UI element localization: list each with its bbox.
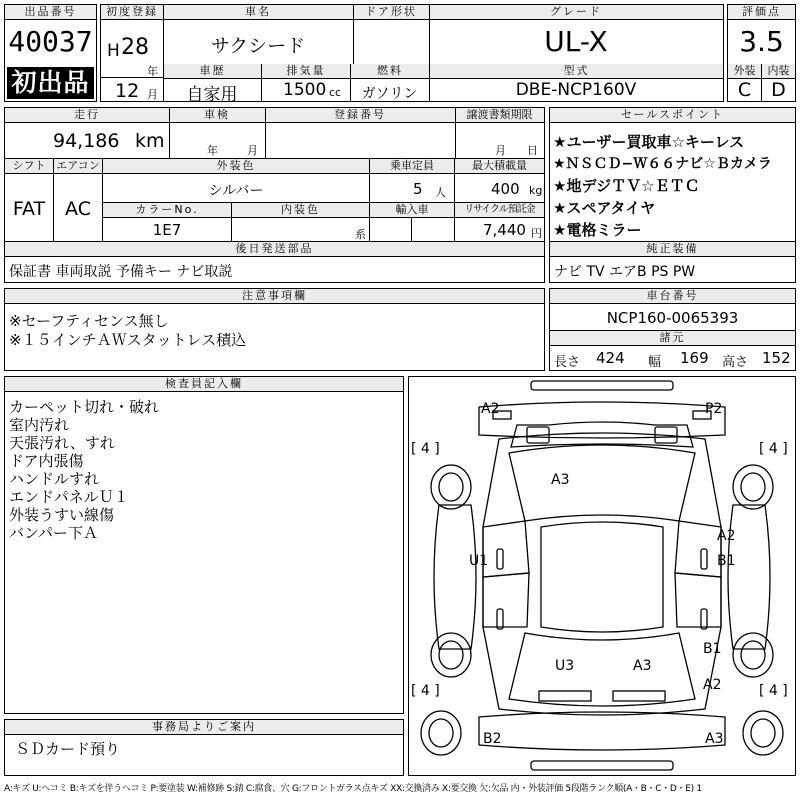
equipment-value: ナビ TV エアB PS PW bbox=[554, 264, 696, 280]
color-no-label: カラーNo. bbox=[103, 203, 231, 218]
door-label: ドア形状 bbox=[353, 5, 429, 20]
interior-color-suffix: 系 bbox=[355, 228, 366, 241]
selling-points-box bbox=[549, 107, 796, 283]
damage-right-quarter: A2 bbox=[703, 677, 722, 693]
caution-2: ※１５インチＡＷスタットレス積込 bbox=[9, 331, 247, 349]
lot-number: 40037 bbox=[8, 25, 93, 58]
dims-label: 諸元 bbox=[550, 331, 795, 346]
recycle-unit: 円 bbox=[531, 227, 542, 240]
damage-front-right: P2 bbox=[705, 401, 723, 417]
damage-rear-right: A3 bbox=[705, 731, 724, 747]
grade-value: UL-X bbox=[544, 25, 608, 58]
damage-right-front: A2 bbox=[717, 528, 736, 544]
height-value: 152 bbox=[762, 349, 791, 367]
reg-month-unit: 月 bbox=[147, 88, 158, 101]
chassis-label: 車台番号 bbox=[550, 289, 795, 304]
shift-value: FAT bbox=[12, 198, 46, 220]
load-value: 400 bbox=[491, 180, 520, 198]
interior-color-label: 内装色 bbox=[232, 203, 369, 218]
type-label: 型式 bbox=[430, 64, 723, 79]
transfer-month-unit: 月 bbox=[495, 144, 506, 157]
inspector-item-8: バンパー下Ａ bbox=[9, 524, 98, 542]
recycle-label: リサイクル預託金 bbox=[455, 203, 544, 218]
interior-label: 内装 bbox=[762, 64, 795, 79]
grade-label: グレード bbox=[429, 5, 723, 20]
model-name: サクシード bbox=[210, 35, 306, 57]
inspection-year-unit: 年 bbox=[207, 144, 218, 157]
selling-point-5: ★電格ミラー bbox=[553, 221, 642, 239]
capacity-unit: 人 bbox=[435, 186, 446, 199]
tire-rear-right: [ 4 ] bbox=[759, 683, 788, 699]
lot-box bbox=[4, 4, 97, 102]
color-no-value: 1E7 bbox=[152, 221, 182, 239]
model-label: 車名 bbox=[163, 5, 353, 20]
type-value: DBE-NCP160V bbox=[515, 80, 637, 100]
damage-left-door: U1 bbox=[469, 553, 489, 569]
history-label: 車歴 bbox=[164, 64, 261, 79]
recycle-value: 7,440 bbox=[483, 221, 526, 239]
office-label: 事務局よりご案内 bbox=[5, 720, 403, 735]
equipment-label: 純正装備 bbox=[550, 242, 795, 257]
reg-month: 12 bbox=[115, 80, 140, 102]
office-box bbox=[4, 719, 404, 776]
office-value: ＳＤカード預り bbox=[15, 740, 121, 758]
damage-right-door: B1 bbox=[717, 553, 736, 569]
transfer-day-unit: 日 bbox=[527, 144, 538, 157]
vehicle-info-grid bbox=[4, 107, 545, 283]
color-value: シルバー bbox=[208, 183, 264, 199]
width-value: 169 bbox=[680, 349, 709, 367]
lot-label: 出品番号 bbox=[5, 5, 96, 20]
damage-rear-center: U3 bbox=[555, 658, 575, 674]
displacement-value: 1500 bbox=[283, 80, 327, 100]
fuel-label: 燃料 bbox=[351, 64, 429, 79]
load-label: 最大積載量 bbox=[455, 159, 544, 174]
ac-value: AC bbox=[65, 198, 91, 220]
inspector-item-2: 室内汚れ bbox=[9, 416, 70, 434]
header-grid bbox=[100, 4, 724, 105]
inspection-label: 車検 bbox=[169, 108, 265, 123]
selling-point-3: ★地デジＴＶ☆ＥＴＣ bbox=[553, 177, 700, 195]
legend: A:キズ U:ヘコミ B:キズを伴うヘコミ P:要塗装 W:補修跡 S:錆 C:腐食、穴 G:フロントガラス点キズ XX:交換済み X:要交換 欠:欠品 内・外装評価 5段階ランク順(A・B・C・D・E) 1 bbox=[4, 784, 702, 794]
car-diagram bbox=[408, 376, 796, 776]
exterior-value: C bbox=[737, 79, 752, 101]
later-parts-value: 保証書 車両取説 予備キー ナビ取説 bbox=[9, 264, 233, 280]
history-value: 自家用 bbox=[186, 85, 238, 105]
selling-point-2: ★ＮＳＣＤ−Ｗ６６ナビ☆Ｂカメラ bbox=[553, 156, 772, 172]
import-label: 輸入車 bbox=[370, 203, 454, 218]
car-outline bbox=[409, 377, 795, 775]
mileage-value: 94,186 bbox=[53, 130, 120, 152]
reg-label: 登録番号 bbox=[265, 108, 455, 123]
mileage-unit: km bbox=[135, 130, 165, 152]
inspector-item-5: ハンドルすれ bbox=[9, 470, 100, 488]
score-box bbox=[727, 4, 796, 102]
inspector-item-7: 外装うすい線傷 bbox=[9, 506, 115, 524]
inspector-item-3: 天張汚れ、すれ bbox=[9, 434, 115, 452]
inspector-box bbox=[4, 376, 404, 714]
caution-1: ※セーフティセンス無し bbox=[9, 312, 169, 330]
displacement-unit: cc bbox=[329, 86, 342, 99]
reg-year: 28 bbox=[121, 35, 149, 60]
later-parts-label: 後日発送部品 bbox=[5, 242, 544, 257]
damage-right-rear: B1 bbox=[703, 641, 722, 657]
first-listing-badge: 初出品 bbox=[7, 67, 94, 99]
inspector-label: 検査員記入欄 bbox=[5, 377, 403, 392]
selling-point-1: ★ユーザー買取車☆キーレス bbox=[553, 133, 745, 151]
era: H bbox=[107, 41, 120, 61]
capacity-label: 乗車定員 bbox=[370, 159, 454, 174]
inspector-item-6: エンドパネルＵ１ bbox=[9, 488, 129, 506]
inspector-item-1: カーペット切れ・破れ bbox=[9, 398, 160, 416]
inspector-item-4: ドア内張傷 bbox=[9, 452, 84, 470]
height-label: 高さ bbox=[722, 355, 749, 370]
cautions-label: 注意事項欄 bbox=[5, 289, 544, 304]
score-value: 3.5 bbox=[739, 25, 784, 58]
first-reg-label: 初度登録 bbox=[101, 5, 163, 20]
load-unit: kg bbox=[529, 184, 543, 197]
score-label: 評価点 bbox=[728, 5, 795, 20]
chassis-value: NCP160-0065393 bbox=[606, 309, 739, 327]
cautions-box bbox=[4, 288, 545, 371]
damage-rear-right-center: A3 bbox=[633, 658, 652, 674]
capacity-value: 5 bbox=[413, 180, 423, 198]
fuel-value: ガソリン bbox=[361, 86, 418, 102]
chassis-box bbox=[549, 288, 796, 371]
reg-year-unit: 年 bbox=[147, 65, 158, 78]
color-label: 外装色 bbox=[103, 159, 369, 174]
selling-point-4: ★スペアタイヤ bbox=[553, 199, 656, 217]
width-label: 幅 bbox=[648, 355, 662, 370]
shift-label: シフト bbox=[5, 159, 53, 174]
damage-hood: A3 bbox=[551, 472, 570, 488]
tire-rear-left: [ 4 ] bbox=[411, 683, 440, 699]
exterior-label: 外装 bbox=[728, 64, 761, 79]
transfer-label: 譲渡書類期限 bbox=[455, 108, 544, 123]
selling-points-label: セールスポイント bbox=[550, 108, 795, 123]
damage-rear-left: B2 bbox=[483, 731, 502, 747]
mileage-label: 走行 bbox=[5, 108, 169, 123]
length-value: 424 bbox=[596, 349, 625, 367]
inspection-month-unit: 月 bbox=[247, 144, 258, 157]
length-label: 長さ bbox=[554, 355, 581, 370]
ac-label: エアコン bbox=[54, 159, 102, 174]
interior-value: D bbox=[771, 79, 786, 101]
displacement-label: 排気量 bbox=[262, 64, 350, 79]
tire-front-right: [ 4 ] bbox=[759, 441, 788, 457]
tire-front-left: [ 4 ] bbox=[411, 441, 440, 457]
damage-front-left: A2 bbox=[481, 401, 500, 417]
